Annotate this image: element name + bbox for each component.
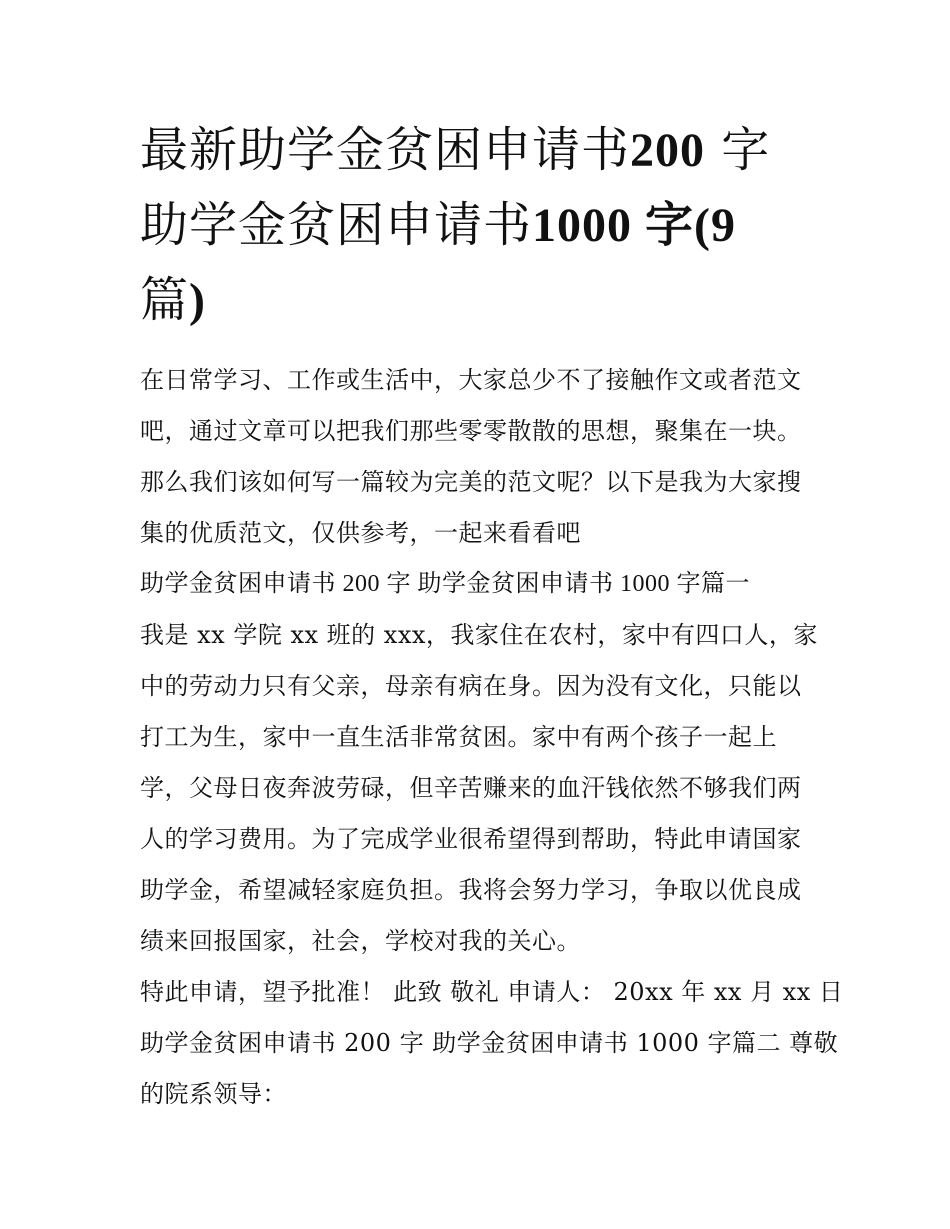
section-heading: 助学金贫困申请书 200 字 助学金贫困申请书 1000 字篇一 [140,571,750,597]
body-line: 中的劳动力只有父亲，母亲有病在身。因为没有文化，只能以 [140,672,802,700]
title-text: ) [189,274,206,327]
document-body [140,355,844,1120]
body-line: 绩来回报国家，社会，学校对我的关心。 [140,927,581,955]
title-number: 1000 [532,199,633,252]
title-number: 200 [630,124,706,177]
title-text: 助学金贫困申请书 [140,197,533,253]
title-text: 篇 [140,272,190,328]
signature-line: 特此申请，望予批准！ 此致 敬礼 申请人： 20xx 年 xx 月 xx 日 [140,978,844,1006]
body-line: 那么我们该如何写一篇较为完美的范文呢？以下是我为大家搜 [140,468,802,496]
body-line: 人的学习费用。为了完成学业很希望得到帮助，特此申请国家 [140,825,802,853]
body-line: 我是 xx 学院 xx 班的 xxx，我家住在农村，家中有四口人，家 [140,621,818,649]
title-text: 最新助学金贫困申请书 [140,122,631,178]
title-text: 字 [705,122,771,178]
body-line: 的院系领导： [140,1080,287,1108]
title-line-1 [140,113,820,188]
document-title [140,113,820,338]
body-line: 集的优质范文，仅供参考，一起来看看吧 [140,519,581,547]
body-line: 在日常学习、工作或生活中，大家总少不了接触作文或者范文 [140,366,802,394]
body-line: 学，父母日夜奔波劳碌，但辛苦赚来的血汗钱依然不够我们两 [140,774,802,802]
body-line: 助学金，希望减轻家庭负担。我将会努力学习，争取以优良成 [140,876,802,904]
title-text: 字(9 [632,199,737,252]
title-line-2 [140,188,820,263]
body-line: 吧，通过文章可以把我们那些零零散散的思想，聚集在一块。 [140,417,802,445]
title-line-3 [140,263,820,338]
section-heading: 助学金贫困申请书 200 字 助学金贫困申请书 1000 字篇二 尊敬 [140,1029,839,1057]
body-line: 打工为生，家中一直生活非常贫困。家中有两个孩子一起上 [140,723,777,751]
